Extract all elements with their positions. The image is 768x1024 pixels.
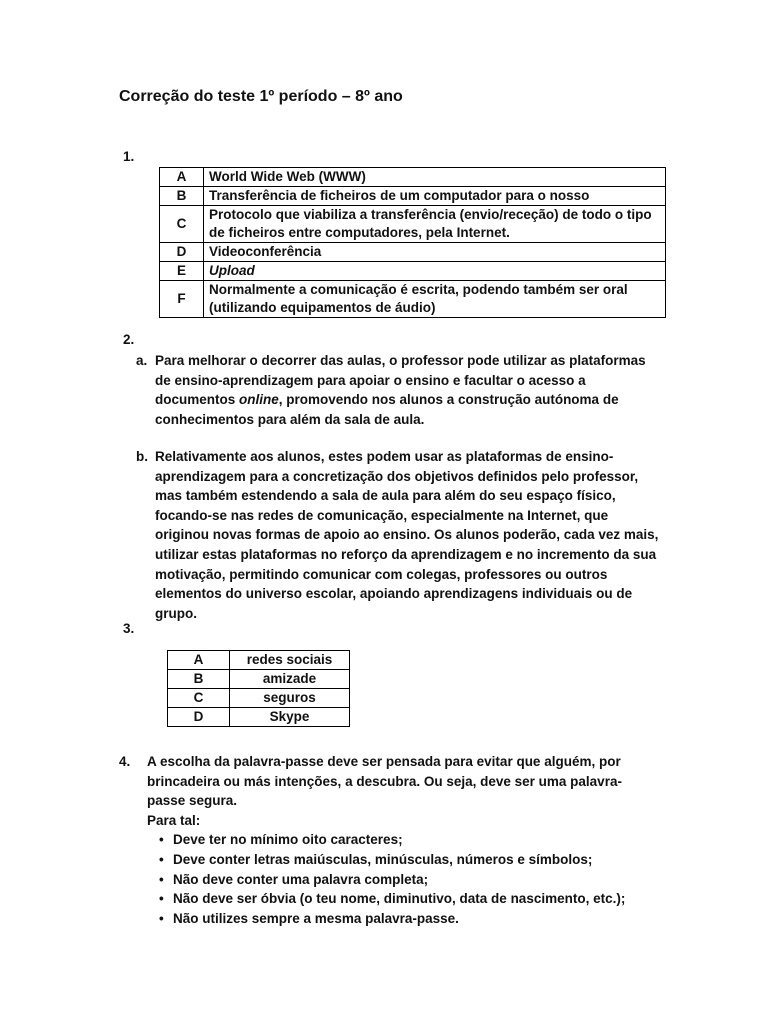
row-letter: B — [168, 670, 230, 689]
table-row — [160, 262, 666, 281]
answer-text — [155, 351, 665, 429]
row-text: Upload — [204, 262, 666, 281]
table-row — [168, 689, 350, 708]
answer-text: Relativamente aos alunos, estes podem usar as plataformas de ensino-aprendizagem para a concretização dos objetivos definidos pelo professor, mas também estendendo a sala de aula para além do seu espaço físico, focando-se nas redes de comunicação, especialmente na Internet, que originou novas formas de apoio ao ensino. Os alunos poderão, cada vez mais, utilizar estas plataformas no reforço da aprendizagem e no incremento da sua motivação, permitindo comunicar com colegas, professores ou outros elementos do universo escolar, apoiando aprendizagens individuais ou de grupo. — [155, 449, 659, 621]
password-rules-list — [147, 830, 647, 928]
row-text: Skype — [230, 708, 350, 727]
row-text: seguros — [230, 689, 350, 708]
page-title: Correção do teste 1º período – 8º ano — [119, 88, 403, 105]
answer-4 — [119, 752, 647, 928]
row-text: Transferência de ficheiros de um computador para o nosso — [204, 187, 666, 206]
answer-lead: Para tal: — [147, 812, 201, 828]
row-letter: E — [160, 262, 204, 281]
row-text: Protocolo que viabiliza a transferência (envio/receção) de todo o tipo de ficheiros entre computadores, pela Internet. — [204, 206, 666, 243]
row-letter: C — [160, 206, 204, 243]
row-text: amizade — [230, 670, 350, 689]
row-letter: B — [160, 187, 204, 206]
answer-italic-word: online — [239, 392, 279, 408]
table-row — [160, 187, 666, 206]
table-row — [168, 651, 350, 670]
list-item: • Deve ter no mínimo oito caracteres; — [147, 830, 647, 850]
row-letter: A — [168, 651, 230, 670]
table-row — [160, 243, 666, 262]
question-3-number: 3. — [123, 621, 135, 636]
row-text: World Wide Web (WWW) — [204, 168, 666, 187]
row-letter: C — [168, 689, 230, 708]
question-2-number: 2. — [123, 332, 135, 347]
question-1-number: 1. — [123, 149, 135, 164]
row-letter: D — [168, 708, 230, 727]
list-item: • Não deve ser óbvia (o teu nome, diminutivo, data de nascimento, etc.); — [147, 889, 647, 909]
table-row — [168, 670, 350, 689]
row-letter: A — [160, 168, 204, 187]
table-row — [160, 206, 666, 243]
answer-2b — [136, 447, 665, 623]
list-item: • Não deve conter uma palavra completa; — [147, 870, 647, 890]
row-text: redes sociais — [230, 651, 350, 670]
row-text: Normalmente a comunicação é escrita, podendo também ser oral (utilizando equipamentos de áudio) — [204, 281, 666, 318]
question-3-table — [167, 650, 350, 727]
answer-2a — [136, 351, 665, 429]
row-letter: F — [160, 281, 204, 318]
answer-label: b. — [136, 449, 148, 464]
table-row — [160, 281, 666, 318]
list-item: • Deve conter letras maiúsculas, minúsculas, números e símbolos; — [147, 850, 647, 870]
table-row — [168, 708, 350, 727]
answer-text-part: Para melhorar o decorrer das aulas, o professor pode utilizar as plataformas de ensino-aprendizagem para apoiar o ensino e facultar o acesso a documentos — [155, 353, 646, 408]
question-1-table — [159, 167, 666, 318]
answer-label: a. — [136, 353, 148, 368]
answer-intro: A escolha da palavra-passe deve ser pensada para evitar que alguém, por brincadeira ou más intenções, a descubra. Ou seja, deve ser uma palavra-passe segura. — [147, 754, 622, 809]
answer-text-part: , promovendo nos alunos a construção autónoma de conhecimentos para além da sala de aula. — [155, 392, 619, 427]
question-4-number: 4. — [119, 754, 131, 769]
table-row — [160, 168, 666, 187]
list-item: • Não utilizes sempre a mesma palavra-passe. — [147, 909, 647, 929]
row-text: Videoconferência — [204, 243, 666, 262]
row-letter: D — [160, 243, 204, 262]
